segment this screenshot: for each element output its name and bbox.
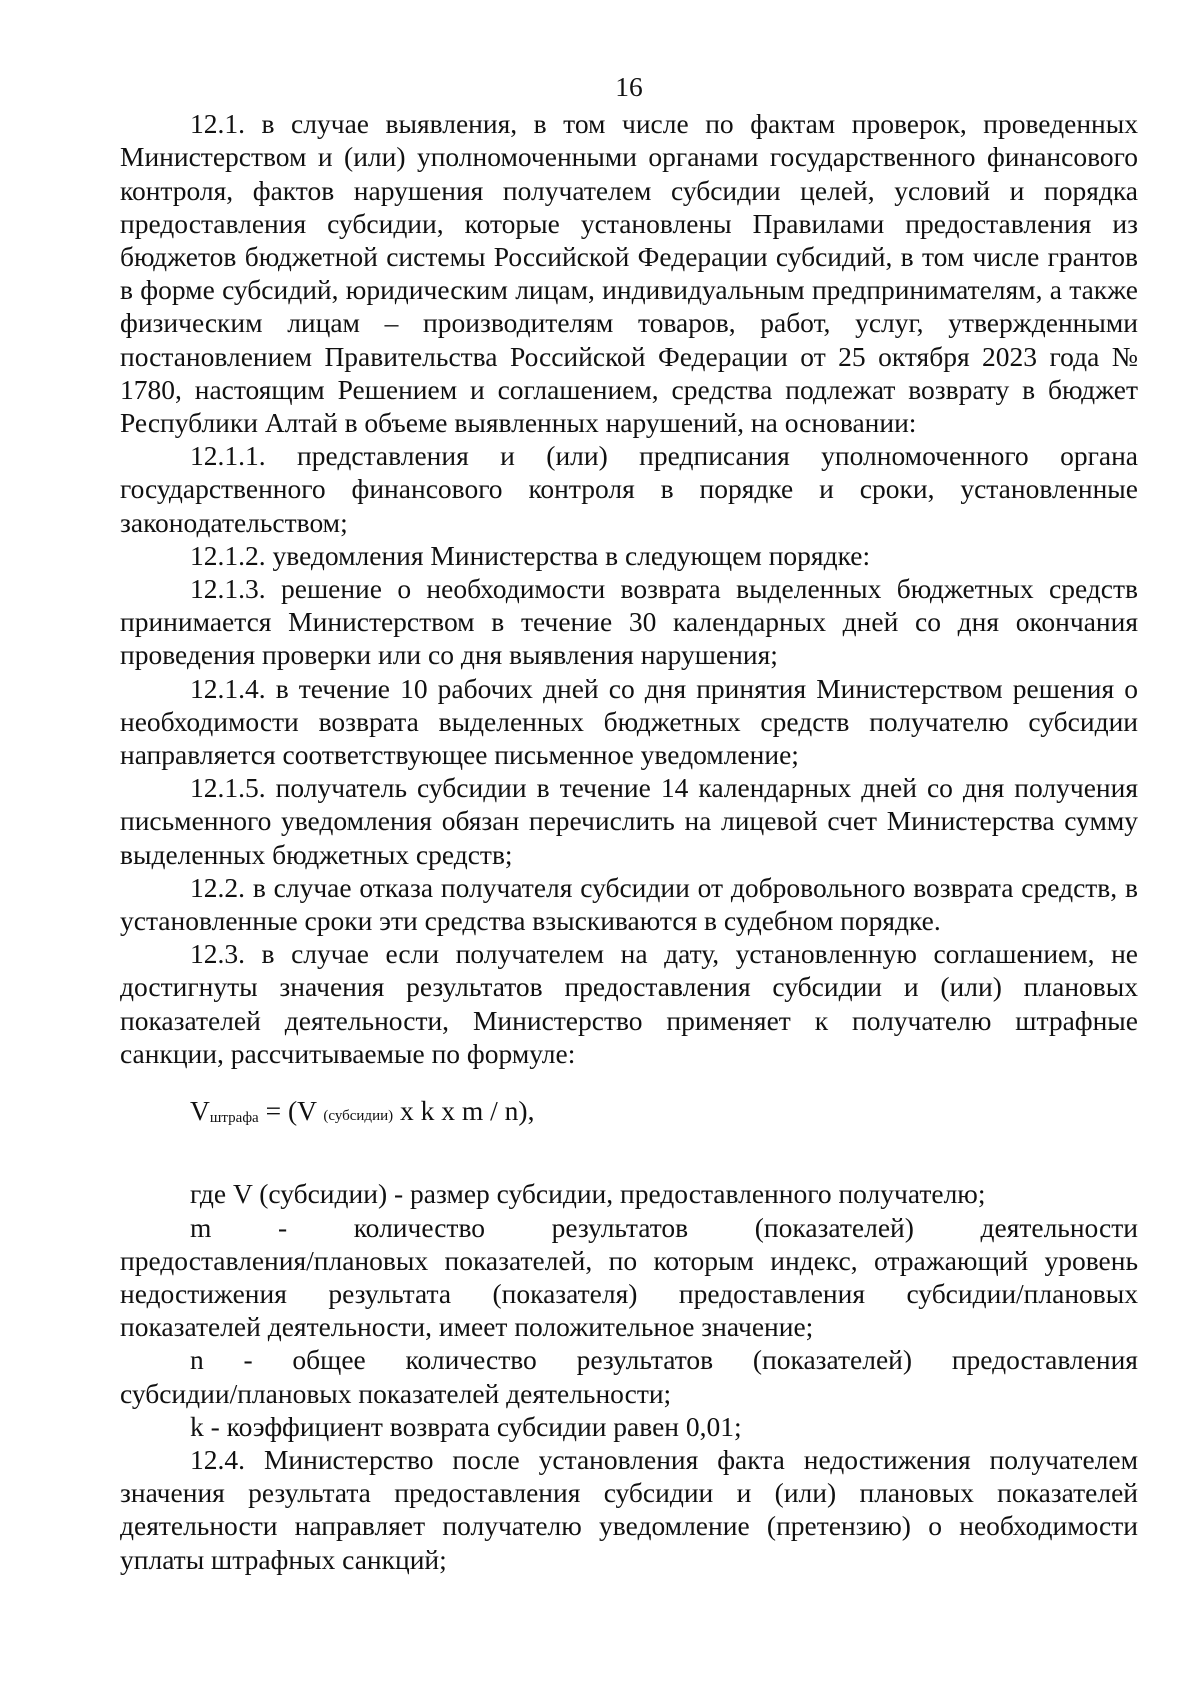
definition-m-word: -: [277, 1211, 288, 1243]
definition-m-first-line: [120, 1211, 1138, 1244]
paragraph-12-3: 12.3. в случае если получателем на дату, установленную соглашением, не достигнуты значения результатов предоставления субсидии и (или) плановых показателей деятельности, Министерство применяет к получателю штрафные санкции, рассчитываемые по формуле:: [120, 938, 1138, 1069]
definition-k: k - коэффициент возврата субсидии равен 0,01;: [190, 1410, 742, 1442]
definition-m-word: (показателей): [754, 1211, 914, 1243]
paragraph-12-1-2: 12.1.2. уведомления Министерства в следующем порядке:: [190, 539, 871, 571]
page-number: 16: [615, 71, 643, 102]
paragraph-12-1-4: 12.1.4. в течение 10 рабочих дней со дня принятия Министерством решения о необходимости возврата выделенных бюджетных средств получателю субсидии направляется соответствующее письменное уведомление;: [120, 672, 1138, 771]
formula-v: V: [190, 1095, 210, 1127]
definition-m-word: количество: [353, 1211, 486, 1243]
formula-rest: x k x m / n),: [393, 1095, 535, 1127]
definition-n-first-line: [120, 1343, 1138, 1376]
definition-n-word: -: [243, 1344, 253, 1376]
definition-m-rest: предоставления/плановых показателей, по которым индекс, отражающий уровень недостижения результата (показателя) предоставления субсидии/плановых показателей деятельности, имеет положительное значение;: [120, 1244, 1138, 1343]
definition-m-word: m: [190, 1211, 212, 1243]
paragraph-12-1-1: 12.1.1. представления и (или) предписания уполномоченного органа государственного финансового контроля в порядке и сроки, установленные законодательством;: [120, 440, 1138, 538]
paragraph-12-4: 12.4. Министерство после установления факта недостижения получателем значения результата предоставления субсидии и (или) плановых показателей деятельности направляет получателю уведомление (претензию) о необходимости уплаты штрафных санкций;: [120, 1443, 1138, 1575]
document-page: [120, 70, 1138, 1576]
formula-v-subscript: штрафа: [209, 1110, 259, 1127]
definition-v: где V (субсидии) - размер субсидии, предоставленного получателю;: [190, 1178, 986, 1210]
formula-subsidy-subscript: (субсидии): [323, 1108, 394, 1125]
definition-n-rest: субсидии/плановых показателей деятельности;: [120, 1377, 672, 1409]
definition-n-word: предоставления: [951, 1344, 1138, 1376]
paragraph-12-2: 12.2. в случае отказа получателя субсидии от добровольного возврата средств, в установленные сроки эти средства взыскиваются в судебном порядке.: [120, 871, 1138, 937]
definition-n-word: результатов: [576, 1344, 714, 1376]
paragraph-12-1: 12.1. в случае выявления, в том числе по фактам проверок, проведенных Министерством и (или) уполномоченными органами государственного финансового контроля, фактов нарушения получателем субсидии целей, условий и порядка предоставления субсидии, которые установлены Правилами предоставления из бюджетов бюджетной системы Российской Федерации субсидий, в том числе грантов в форме субсидий, юридическим лицам, индивидуальным предпринимателям, а также физическим лицам – производителям товаров, работ, услуг, утвержденными постановлением Правительства Российской Федерации от 25 октября 2023 года № 1780, настоящим Решением и соглашением, средства подлежат возврату в бюджет Республики Алтай в объеме выявленных нарушений, на основании:: [120, 108, 1138, 439]
paragraph-12-1-5: 12.1.5. получатель субсидии в течение 14 календарных дней со дня получения письменного уведомления обязан перечислить на лицевой счет Министерства сумму выделенных бюджетных средств;: [120, 772, 1138, 870]
paragraph-12-1-3: 12.1.3. решение о необходимости возврата выделенных бюджетных средств принимается Министерством в течение 30 календарных дней со дня окончания проведения проверки или со дня выявления нарушения;: [120, 573, 1138, 671]
definition-m-word: результатов: [551, 1211, 689, 1243]
formula-eq-open: = (V: [258, 1095, 324, 1127]
definition-n-word: общее: [292, 1344, 366, 1376]
definition-n-word: n: [190, 1344, 204, 1376]
penalty-formula: [190, 1094, 1138, 1133]
definition-m-word: деятельности: [980, 1211, 1138, 1243]
definition-n-word: количество: [405, 1344, 537, 1376]
definition-n-word: (показателей): [752, 1344, 913, 1376]
